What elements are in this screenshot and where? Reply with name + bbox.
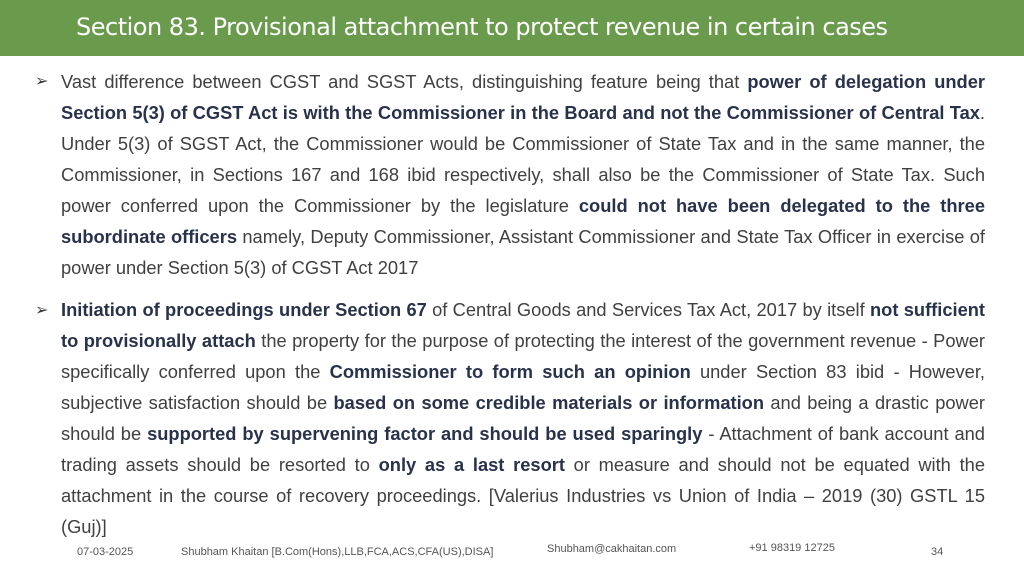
bold-segment: supported by supervening factor and should be used sparingly <box>147 423 703 444</box>
bold-segment: not sufficient to provisionally attach <box>61 299 985 351</box>
bullet-paragraph-2 <box>61 294 985 542</box>
footer-date: 07-03-2025 <box>77 546 134 558</box>
text-segment: and being a drastic power should be <box>61 392 985 444</box>
bold-segment: Commissioner to form such an opinion <box>329 361 691 382</box>
text-segment: Vast difference between CGST and SGST Acts, distinguishing feature being that <box>61 71 748 92</box>
text-segment: - Attachment of bank account and trading assets should be resorted to <box>61 423 985 475</box>
bullet-paragraph-1 <box>61 66 985 283</box>
bold-segment: Initiation of proceedings under Section 67 <box>61 299 427 320</box>
slide-header-bar <box>0 0 1024 56</box>
bold-segment: only as a last resort <box>378 454 565 475</box>
text-segment: of Central Goods and Services Tax Act, 2017 by itself <box>426 299 870 320</box>
footer-phone: +91 98319 12725 <box>749 542 835 554</box>
footer-page-number: 34 <box>931 546 944 558</box>
bold-segment: could not have been delegated to the three subordinate officers <box>61 195 986 247</box>
text-segment: under Section 83 ibid - However, subjective satisfaction should be <box>61 361 985 413</box>
text-segment: the property for the purpose of protecting the interest of the government revenue - Power specifically conferred upon the <box>61 330 985 382</box>
footer-email: Shubham@cakhaitan.com <box>547 543 677 555</box>
slide-title: Section 83. Provisional attachment to protect revenue in certain cases <box>76 13 888 41</box>
text-segment: namely, Deputy Commissioner, Assistant Commissioner and State Tax Officer in exercise of power under Section 5(3) of CGST Act 2017 <box>61 226 985 278</box>
text-segment: . Under 5(3) of SGST Act, the Commissioner would be Commissioner of State Tax and in the same manner, the Commissioner, in Sections 167 and 168 ibid respectively, shall also be the Commissioner of State Tax. Such power conferred upon the Commissioner by the legislature <box>61 102 985 216</box>
bullet-arrow-icon: ➢ <box>35 302 49 319</box>
text-segment: or measure and should not be equated with the attachment in the course of recovery proceedings. [Valerius Industries vs Union of India – 2019 (30) GSTL 15 (Guj)] <box>61 454 985 537</box>
footer-author: Shubham Khaitan [B.Com(Hons),LLB,FCA,ACS,CFA(US),DISA] <box>181 546 494 558</box>
bullet-arrow-icon: ➢ <box>35 73 49 90</box>
bold-segment: based on some credible materials or information <box>333 392 764 413</box>
bold-segment: power of delegation under Section 5(3) of CGST Act is with the Commissioner in the Board and not the Commissioner of Central Tax <box>61 71 985 123</box>
